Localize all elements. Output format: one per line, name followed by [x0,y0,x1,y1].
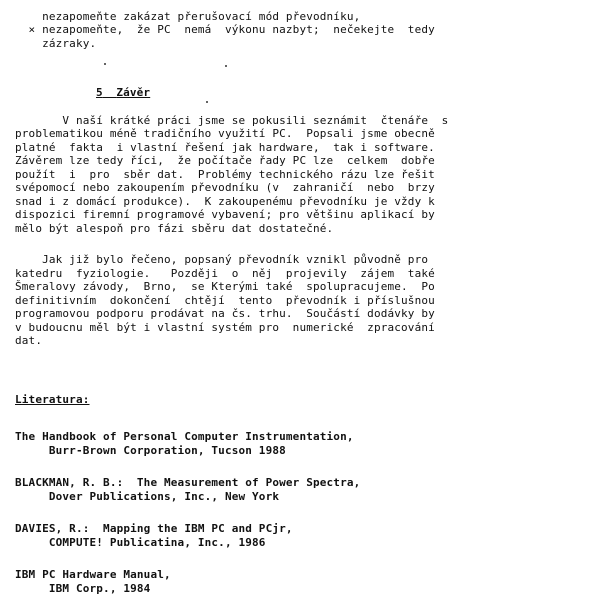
text-line: mělo být alespoň pro fázi sběru dat dostatečné. [15,222,334,235]
reference-line: BLACKMAN, R. B.: The Measurement of Power Spectra, [15,476,361,489]
reference-line: DAVIES, R.: Mapping the IBM PC and PCjr, [15,522,293,535]
scan-speck [104,63,106,65]
text-line: katedru fyziologie. Později o něj projevily zájem také [15,267,435,280]
text-line: v budoucnu měl být i vlastní systém pro numerické zpracování [15,321,435,334]
section-heading [96,86,150,99]
text-line: programovou podporu prodávat na čs. trhu. Součástí dodávky by [15,307,435,320]
text-line: V naší krátké práci jsme se pokusili seznámit čtenáře s [15,114,449,127]
text-line: dat. [15,334,43,347]
section-number: 5 [96,86,103,99]
section-title: Závěr [116,86,151,99]
text-line: problematikou méně tradičního využití PC. Popsali jsme obecně [15,127,435,140]
reference-line: COMPUTE! Publicatina, Inc., 1986 [15,536,266,549]
literature-heading: Literatura: [15,393,90,406]
text-line: definitivním dokončení chtějí tento převodník i příslušnou [15,294,435,307]
text-line: dispozici firemní programové vybavení; pro většinu aplikací by [15,208,435,221]
text-line: Závěrem lze tedy říci, že počítače řady PC lze celkem dobře [15,154,435,167]
text-line: Šmeralovy závody, Brno, se Kterými také spolupracujeme. Po [15,280,435,293]
reference-line: Burr-Brown Corporation, Tucson 1988 [15,444,286,457]
scan-speck [206,101,208,103]
text-line: platné fakta i vlastní řešení jak hardware, tak i software. [15,141,435,154]
text-line: svépomocí nebo zakoupením převodníku (v zahraničí nebo brzy [15,181,435,194]
text-line: nezapomeňte zakázat přerušovací mód převodníku, [15,10,361,23]
reference-line: Dover Publications, Inc., New York [15,490,280,503]
reference-line: IBM PC Hardware Manual, [15,568,171,581]
text-line: použít i pro sběr dat. Problémy technického rázu lze řešit [15,168,435,181]
text-line: Jak již bylo řečeno, popsaný převodník vznikl původně pro [15,253,429,266]
scan-speck [225,65,227,67]
reference-line: The Handbook of Personal Computer Instrumentation, [15,430,354,443]
reference-line: IBM Corp., 1984 [15,582,151,595]
text-line: zázraky. [15,37,97,50]
text-line: × nezapomeňte, že PC nemá výkonu nazbyt; nečekejte tedy [15,23,435,36]
text-line: snad i z domácí produkce). K zakoupenému převodníku je vždy k [15,195,435,208]
